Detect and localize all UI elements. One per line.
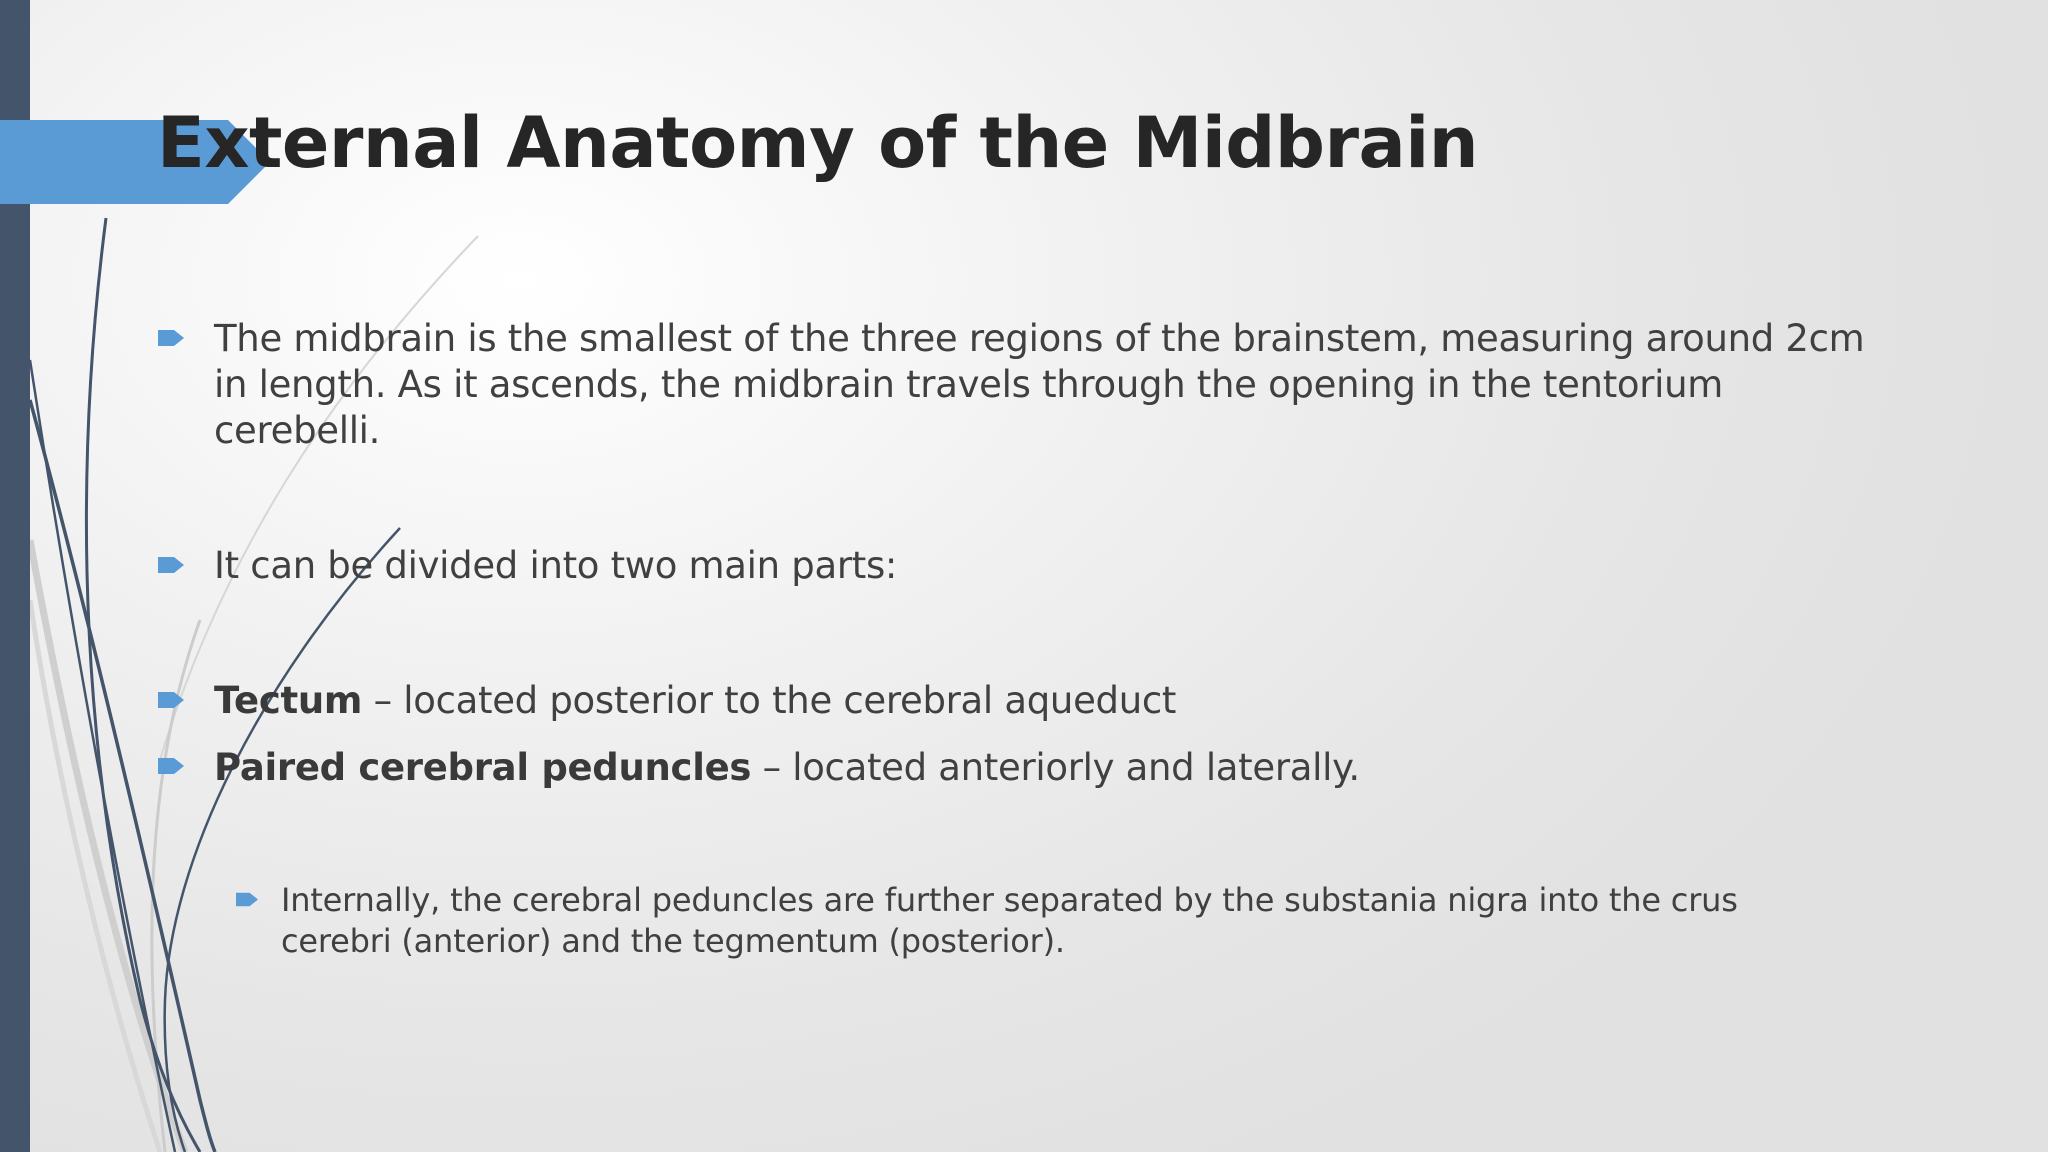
term-tectum: Tectum — [214, 679, 363, 722]
right-arrow-bullet-icon — [158, 328, 184, 348]
bullet-1-line-3: cerebelli. — [214, 409, 381, 452]
bullet-4-text — [214, 745, 1360, 791]
bullet-4-description: – located anteriorly and laterally. — [751, 746, 1360, 789]
bullet-3-description: – located posterior to the cerebral aqueduct — [362, 679, 1177, 722]
right-arrow-bullet-icon — [158, 756, 184, 776]
right-arrow-bullet-icon — [158, 555, 184, 575]
bullet-1-line-2: in length. As it ascends, the midbrain travels through the opening in the tentorium — [214, 363, 1724, 406]
sub-bullet-line-2: cerebri (anterior) and the tegmentum (posterior). — [281, 922, 1065, 960]
right-arrow-bullet-icon — [158, 690, 184, 710]
sub-bullet-line-1: Internally, the cerebral peduncles are further separated by the substania nigra into the crus — [281, 881, 1738, 919]
term-paired-cerebral-peduncles: Paired cerebral peduncles — [214, 746, 752, 789]
slide-title: External Anatomy of the Midbrain — [157, 102, 1479, 184]
bullet-3-text — [214, 678, 1176, 724]
bullet-2-text: It can be divided into two main parts: — [214, 544, 898, 587]
bullet-1-line-1: The midbrain is the smallest of the three regions of the brainstem, measuring around 2cm — [214, 317, 1865, 360]
right-arrow-bullet-icon — [236, 891, 258, 908]
